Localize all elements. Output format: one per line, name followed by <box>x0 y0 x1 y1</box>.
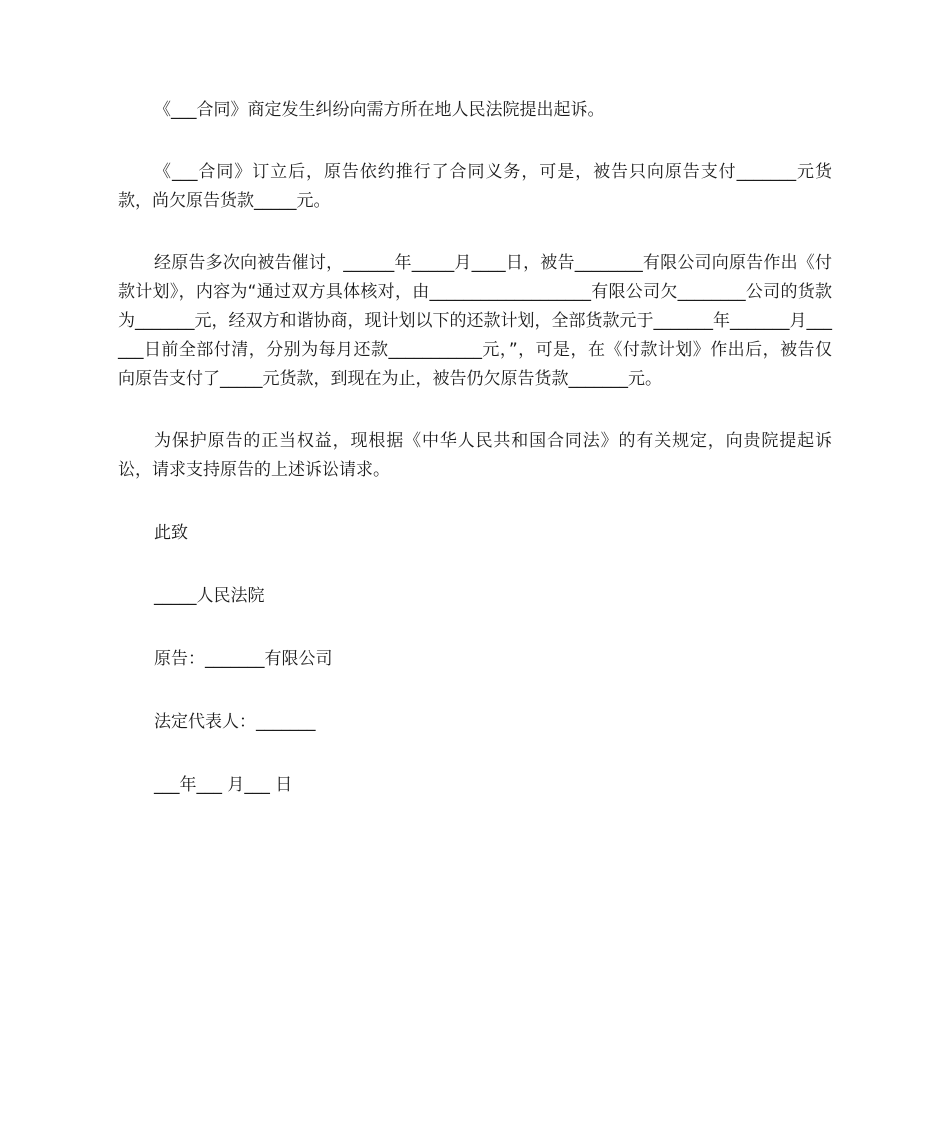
court-name: _____人民法院 <box>154 586 265 606</box>
salutation: 此致 <box>154 523 188 543</box>
date-line: ___年___ 月___ 日 <box>154 775 293 795</box>
paragraph-jurisdiction: 《___合同》商定发生纠纷向需方所在地人民法院提出起诉。 <box>154 100 605 120</box>
paragraph-payment-plan: 经原告多次向被告催讨，______年_____月____日，被告________有限公司向原告作出《付款计划》，内容为“通过双方具体核对，由___________________有限公司欠________公司的货款为_______元，经双方和谐协商，现计划以下的还款计划，全部货款元于_______年_______月______日前全部付清，分别为每月还款___________元，”，可是，在《付款计划》作出后，被告仅向原告支付了_____元货款，到现在为止，被告仍欠原告货款_______元。 <box>118 253 832 389</box>
plaintiff-line: 原告：_______有限公司 <box>154 649 333 669</box>
paragraph-legal-basis: 为保护原告的正当权益，现根据《中华人民共和国合同法》的有关规定，向贵院提起诉讼，请求支持原告的上述诉讼请求。 <box>118 431 832 480</box>
complaint-document <box>118 96 832 800</box>
legal-representative-line: 法定代表人：_______ <box>154 712 316 732</box>
paragraph-contract-performance: 《___合同》订立后，原告依约推行了合同义务，可是，被告只向原告支付_______元货款，尚欠原告货款_____元。 <box>118 162 832 211</box>
